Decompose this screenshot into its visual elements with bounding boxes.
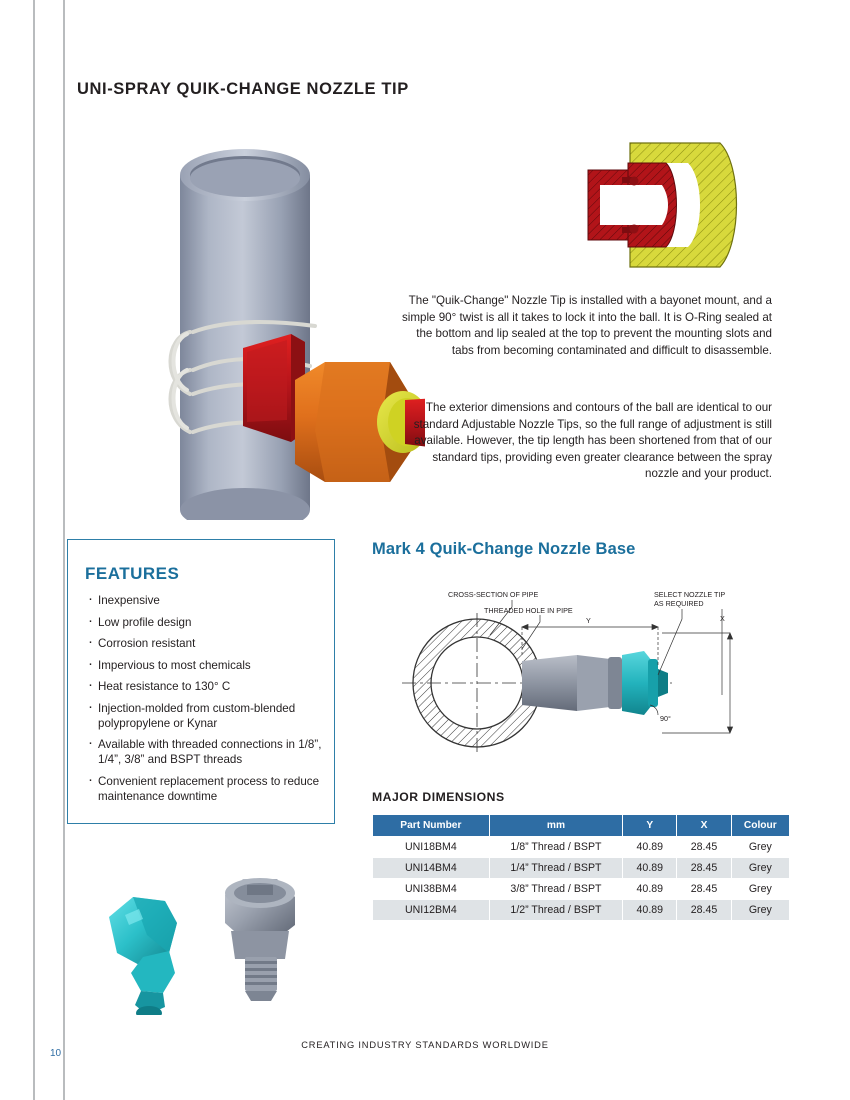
- list-item: · Available with threaded connections in 1/8”, 1/4”, 3/8” and BSPT threads: [86, 737, 322, 767]
- list-item: · Inexpensive: [86, 593, 322, 608]
- nozzle-base-diagram: [372, 575, 782, 780]
- table-row: [373, 858, 790, 879]
- cell-x: 28.45: [677, 858, 731, 879]
- cell-x: 28.45: [677, 900, 731, 921]
- cell-colour: Grey: [731, 837, 789, 858]
- label-threaded-hole: THREADED HOLE IN PIPE: [484, 606, 573, 615]
- cell-y: 40.89: [623, 900, 677, 921]
- features-list: [86, 593, 322, 810]
- cell-part-number: UNI12BM4: [373, 900, 490, 921]
- table-row: [373, 837, 790, 858]
- list-item: · Convenient replacement process to reduce maintenance downtime: [86, 774, 322, 804]
- nozzle-on-pipe-illustration: [95, 120, 425, 520]
- cell-part-number: UNI14BM4: [373, 858, 490, 879]
- label-select-nozzle-tip: SELECT NOZZLE TIP: [654, 590, 726, 599]
- table-row: [373, 900, 790, 921]
- list-item: · Low profile design: [86, 615, 322, 630]
- page-title: UNI-SPRAY QUIK-CHANGE NOZZLE TIP: [77, 80, 409, 98]
- cell-y: 40.89: [623, 837, 677, 858]
- column-y: Y: [623, 815, 677, 837]
- cell-y: 40.89: [623, 858, 677, 879]
- cell-part-number: UNI38BM4: [373, 879, 490, 900]
- cell-colour: Grey: [731, 858, 789, 879]
- label-dim-x: X: [720, 614, 725, 623]
- dimensions-table: [372, 814, 790, 921]
- table-header-row: [373, 815, 790, 837]
- list-item: · Corrosion resistant: [86, 636, 322, 651]
- label-angle: 90°: [660, 714, 671, 723]
- cell-colour: Grey: [731, 879, 789, 900]
- column-x: X: [677, 815, 731, 837]
- intro-paragraph-2: The exterior dimensions and contours of the ball are identical to our standard Adjustable Nozzle Tips, so the full range of adjustment is still available. However, the tip length has been shortened from that of our standard tips, providing even greater clearance between the spray nozzle and your product.: [413, 401, 772, 481]
- cell-mm: 1/8” Thread / BSPT: [489, 837, 622, 858]
- list-item: · Heat resistance to 130° C: [86, 679, 322, 694]
- column-mm: mm: [489, 815, 622, 837]
- list-item: · Injection-molded from custom-blended polypropylene or Kynar: [86, 701, 322, 731]
- nozzle-parts-illustration: [95, 855, 335, 1015]
- cell-mm: 3/8” Thread / BSPT: [489, 879, 622, 900]
- cell-mm: 1/4” Thread / BSPT: [489, 858, 622, 879]
- table-row: [373, 879, 790, 900]
- left-rule-inner: [63, 0, 65, 1100]
- label-as-required: AS REQUIRED: [654, 599, 704, 608]
- cell-colour: Grey: [731, 900, 789, 921]
- page-number: 10: [50, 1048, 62, 1059]
- features-heading: FEATURES: [85, 564, 180, 583]
- intro-paragraph-1: The "Quik-Change" Nozzle Tip is installed with a bayonet mount, and a simple 90° twist is all it takes to lock it into the ball. It is O-Ring sealed at the bottom and lip sealed at the top to prevent the mounting slots and tabs from becoming contaminated and difficult to disassemble.: [402, 294, 772, 357]
- cell-part-number: UNI18BM4: [373, 837, 490, 858]
- major-dimensions-heading: MAJOR DIMENSIONS: [372, 790, 505, 804]
- base-section-heading: Mark 4 Quik-Change Nozzle Base: [372, 540, 636, 558]
- list-item: · Impervious to most chemicals: [86, 658, 322, 673]
- cell-mm: 1/2” Thread / BSPT: [489, 900, 622, 921]
- cell-x: 28.45: [677, 879, 731, 900]
- column-colour: Colour: [731, 815, 789, 837]
- features-box: [67, 539, 335, 824]
- label-cross-section: CROSS-SECTION OF PIPE: [448, 590, 539, 599]
- nozzle-cross-section-illustration: [570, 125, 770, 290]
- cell-x: 28.45: [677, 837, 731, 858]
- column-part-number: Part Number: [373, 815, 490, 837]
- footer-tagline: CREATING INDUSTRY STANDARDS WORLDWIDE: [301, 1040, 549, 1050]
- label-dim-y: Y: [586, 616, 591, 625]
- cell-y: 40.89: [623, 879, 677, 900]
- left-rule-outer: [33, 0, 35, 1100]
